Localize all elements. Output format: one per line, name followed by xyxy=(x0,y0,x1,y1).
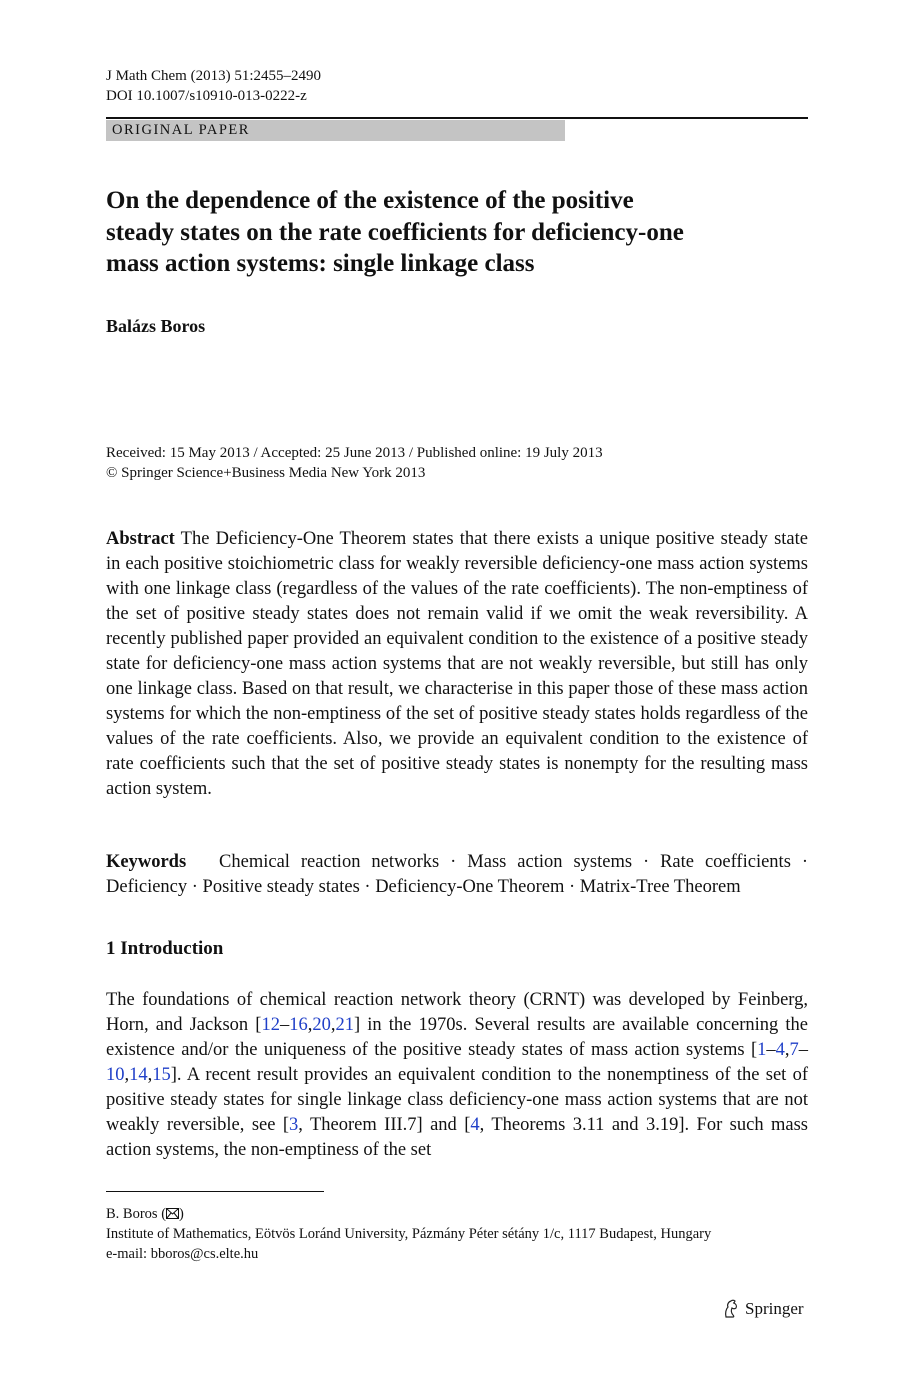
article-type-badge: ORIGINAL PAPER xyxy=(106,120,565,141)
citation-separator: , xyxy=(307,1015,313,1035)
intro-text: ] in the 1970s. Several results are available concerning the existence and/or the uniqueness of the positive steady states of mass action systems [ xyxy=(106,1015,808,1060)
publication-dates xyxy=(106,443,603,483)
citation-separator: , xyxy=(330,1015,336,1035)
citation-link[interactable]: 1 xyxy=(757,1040,767,1060)
intro-text: ]. A recent result provides an equivalent condition to the nonemptiness of the set of positive steady states for single linkage class deficiency-one mass action systems that are not weakly reversible, see [ xyxy=(106,1065,808,1135)
intro-text: , Theorems 3.11 and 3.19]. For such mass action systems, the non-emptiness of the set xyxy=(106,1115,808,1160)
keywords-label: Keywords xyxy=(106,852,187,872)
doi: DOI 10.1007/s10910-013-0222-z xyxy=(106,88,307,104)
introduction-paragraph xyxy=(106,988,808,1163)
publisher-logo xyxy=(722,1299,804,1319)
author-name: Balázs Boros xyxy=(106,316,206,336)
footnote-author-name: B. Boros ( xyxy=(106,1206,167,1222)
section-heading-introduction: 1 Introduction xyxy=(106,938,224,959)
header-rule xyxy=(106,117,808,119)
springer-horse-icon xyxy=(722,1299,740,1319)
keywords-text: Chemical reaction networks · Mass action systems · Rate coefficients · Deficiency · Positive steady states · Deficiency-One Theorem · Matrix-Tree Theorem xyxy=(106,852,808,897)
citation-link[interactable]: 7 xyxy=(789,1040,799,1060)
citation-separator: – xyxy=(798,1040,808,1060)
citation-link[interactable]: 10 xyxy=(106,1065,125,1085)
citation-link[interactable]: 4 xyxy=(775,1040,785,1060)
citation-link[interactable]: 20 xyxy=(312,1015,331,1035)
envelope-icon xyxy=(166,1208,179,1219)
affiliation: Institute of Mathematics, Eötvös Loránd University, Pázmány Péter sétány 1/c, 1117 Budapest, Hungary xyxy=(106,1226,712,1242)
corresponding-author xyxy=(106,1204,808,1224)
received-accepted-line: Received: 15 May 2013 / Accepted: 25 June 2013 / Published online: 19 July 2013 xyxy=(106,445,603,461)
abstract-text: The Deficiency-One Theorem states that there exists a unique positive steady state in each positive stoichiometric class for weakly reversible deficiency-one mass action systems with one linkage class (regardless of the values of the rate coefficients). The non-emptiness of the set of positive steady states does not remain valid if we omit the weak reversibility. A recently published paper provided an equivalent condition to the existence of a positive steady state for deficiency-one mass action systems that are not weakly reversible, but still has only one linkage class. Based on that result, we characterise in this paper those of these mass action systems for which the non-emptiness of the set of positive steady states holds regardless of the values of the rate coefficients. Also, we provide an equivalent condition to the existence of rate coefficients such that the set of positive steady states is nonempty for the resulting mass action system. xyxy=(106,529,808,799)
journal-citation: J Math Chem (2013) 51:2455–2490 xyxy=(106,68,321,84)
citation-separator: , xyxy=(147,1065,153,1085)
publisher-name: Springer xyxy=(745,1299,804,1318)
citation-link[interactable]: 4 xyxy=(470,1115,480,1135)
title-line-3: mass action systems: single linkage class xyxy=(106,250,535,277)
author-footnote xyxy=(106,1204,808,1264)
citation-link[interactable]: 16 xyxy=(289,1015,308,1035)
citation-separator: , xyxy=(784,1040,790,1060)
citation-separator: – xyxy=(279,1015,290,1035)
footnote-rule xyxy=(106,1191,324,1192)
paper-title xyxy=(106,185,808,280)
author-email[interactable]: e-mail: bboros@cs.elte.hu xyxy=(106,1246,259,1262)
citation-link[interactable]: 3 xyxy=(289,1115,299,1135)
journal-info xyxy=(106,66,321,106)
citation-link[interactable]: 21 xyxy=(335,1015,354,1035)
citation-link[interactable]: 14 xyxy=(129,1065,148,1085)
abstract xyxy=(106,527,808,802)
citation-link[interactable]: 12 xyxy=(261,1015,280,1035)
citation-separator: – xyxy=(766,1040,776,1060)
title-line-2: steady states on the rate coefficients for deficiency-one xyxy=(106,218,684,246)
citation-link[interactable]: 15 xyxy=(152,1065,171,1085)
copyright-line: © Springer Science+Business Media New York 2013 xyxy=(106,465,426,481)
keywords xyxy=(106,850,808,900)
title-line-1: On the dependence of the existence of the positive xyxy=(106,187,634,214)
footnote-paren-close: ) xyxy=(179,1206,184,1222)
intro-text: , Theorem III.7] and [ xyxy=(298,1115,471,1135)
abstract-label: Abstract xyxy=(106,529,175,549)
citation-separator: , xyxy=(124,1065,130,1085)
intro-text: The foundations of chemical reaction network theory (CRNT) was developed by Feinberg, Horn, and Jackson [ xyxy=(106,990,808,1035)
